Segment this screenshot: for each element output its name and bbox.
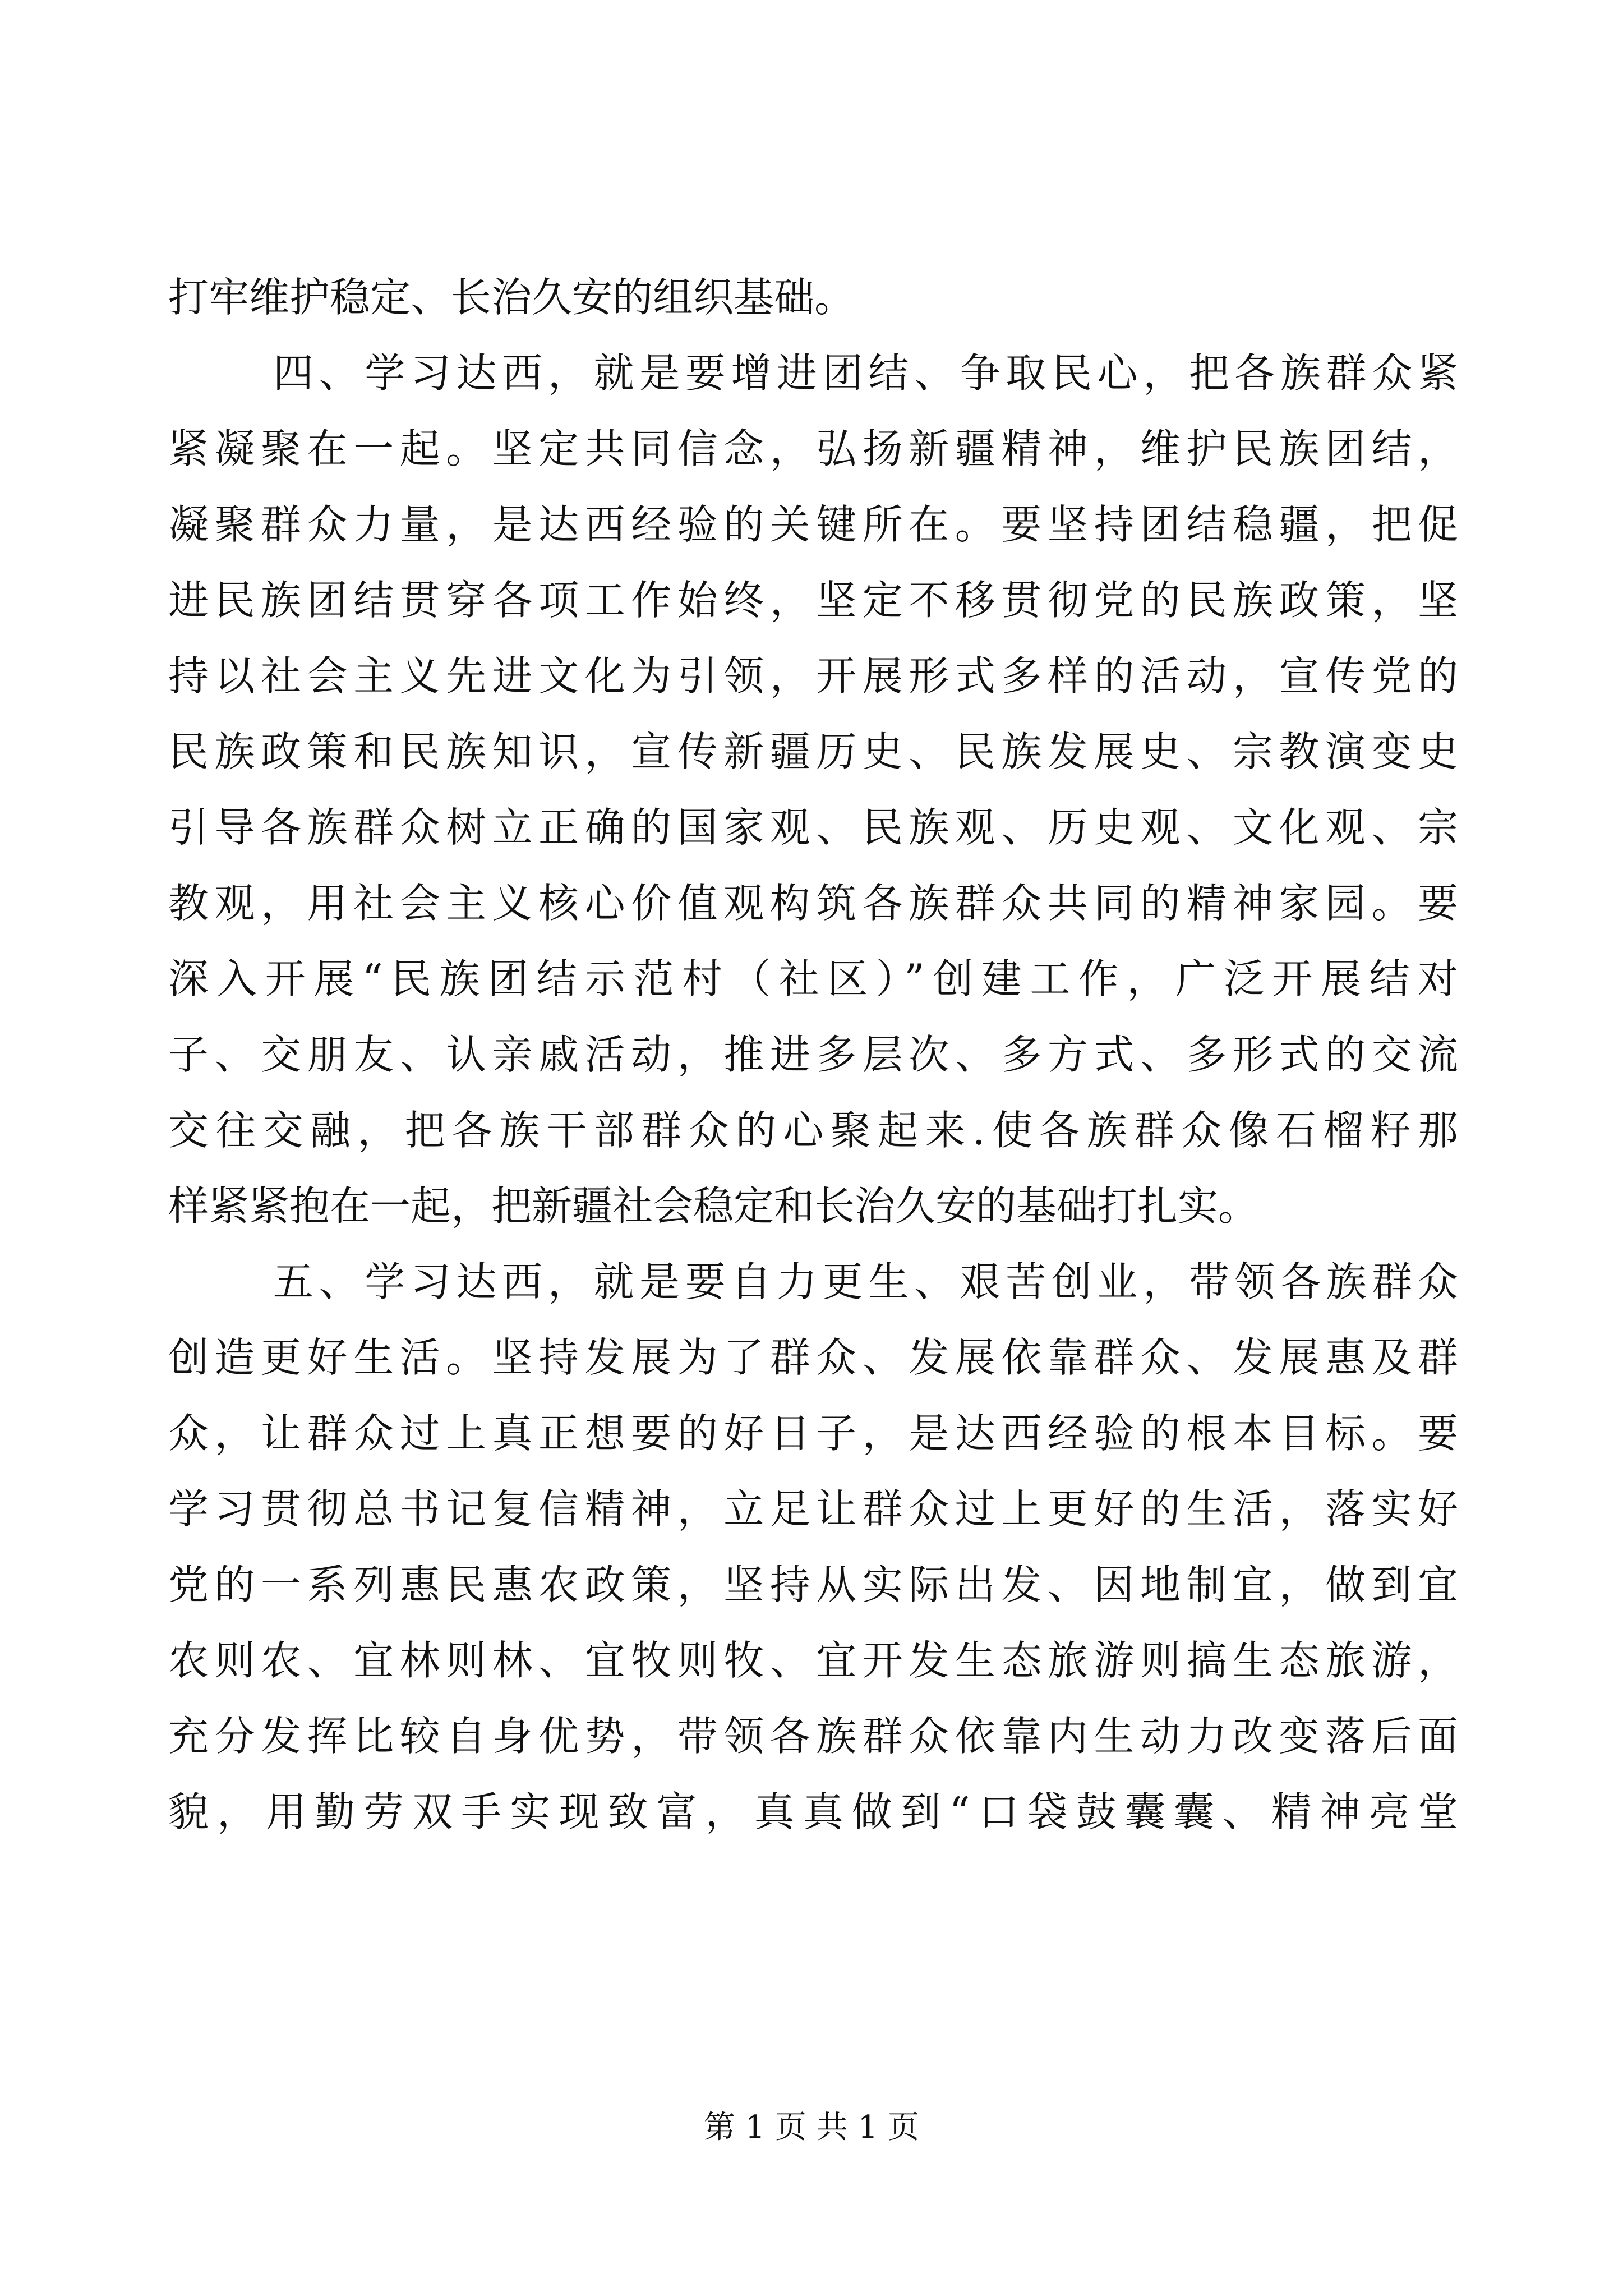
text-line: 交往交融，把各族干部群众的心聚起来.使各族群众像石榴籽那	[168, 1107, 1458, 1154]
text-line: 众，让群众过上真正想要的好日子，是达西经验的根本目标。要	[168, 1410, 1458, 1457]
text-line: 党的一系列惠民惠农政策，坚持从实际出发、因地制宜，做到宜	[168, 1561, 1458, 1608]
text-line: 农则农、宜林则林、宜牧则牧、宜开发生态旅游则搞生态旅游，	[168, 1637, 1458, 1684]
text-line: 深入开展“民族团结示范村（社区）”创建工作，广泛开展结对	[168, 955, 1458, 1002]
text-line: 引导各族群众树立正确的国家观、民族观、历史观、文化观、宗	[168, 804, 1458, 851]
text-line: 创造更好生活。坚持发展为了群众、发展依靠群众、发展惠及群	[168, 1334, 1458, 1381]
page-footer: 第 1 页 共 1 页	[703, 2109, 920, 2146]
text-line: 学习贯彻总书记复信精神，立足让群众过上更好的生活，落实好	[168, 1485, 1458, 1533]
text-line: 凝聚群众力量，是达西经验的关键所在。要坚持团结稳疆，把促	[168, 501, 1458, 548]
text-line: 样紧紧抱在一起，把新疆社会稳定和长治久安的基础打扎实。	[168, 1182, 1259, 1230]
text-line: 持以社会主义先进文化为引领，开展形式多样的活动，宣传党的	[168, 652, 1458, 700]
text-line: 教观，用社会主义核心价值观构筑各族群众共同的精神家园。要	[168, 880, 1458, 927]
text-line: 进民族团结贯穿各项工作始终，坚定不移贯彻党的民族政策，坚	[168, 577, 1458, 624]
text-line: 貌，用勤劳双手实现致富，真真做到“口袋鼓囊囊、精神亮堂	[168, 1788, 1458, 1835]
text-line: 充分发挥比较自身优势，带领各族群众依靠内生动力改变落后面	[168, 1713, 1458, 1760]
text-line: 民族政策和民族知识，宣传新疆历史、民族发展史、宗教演变史	[168, 728, 1458, 775]
text-line: 打牢维护稳定、长治久安的组织基础。	[168, 274, 855, 321]
text-line: 四、学习达西，就是要增进团结、争取民心，把各族群众紧	[273, 349, 1458, 397]
text-line: 子、交朋友、认亲戚活动，推进多层次、多方式、多形式的交流	[168, 1031, 1458, 1078]
text-line: 紧凝聚在一起。坚定共同信念，弘扬新疆精神，维护民族团结，	[168, 425, 1458, 472]
text-line: 五、学习达西，就是要自力更生、艰苦创业，带领各族群众	[273, 1258, 1458, 1305]
